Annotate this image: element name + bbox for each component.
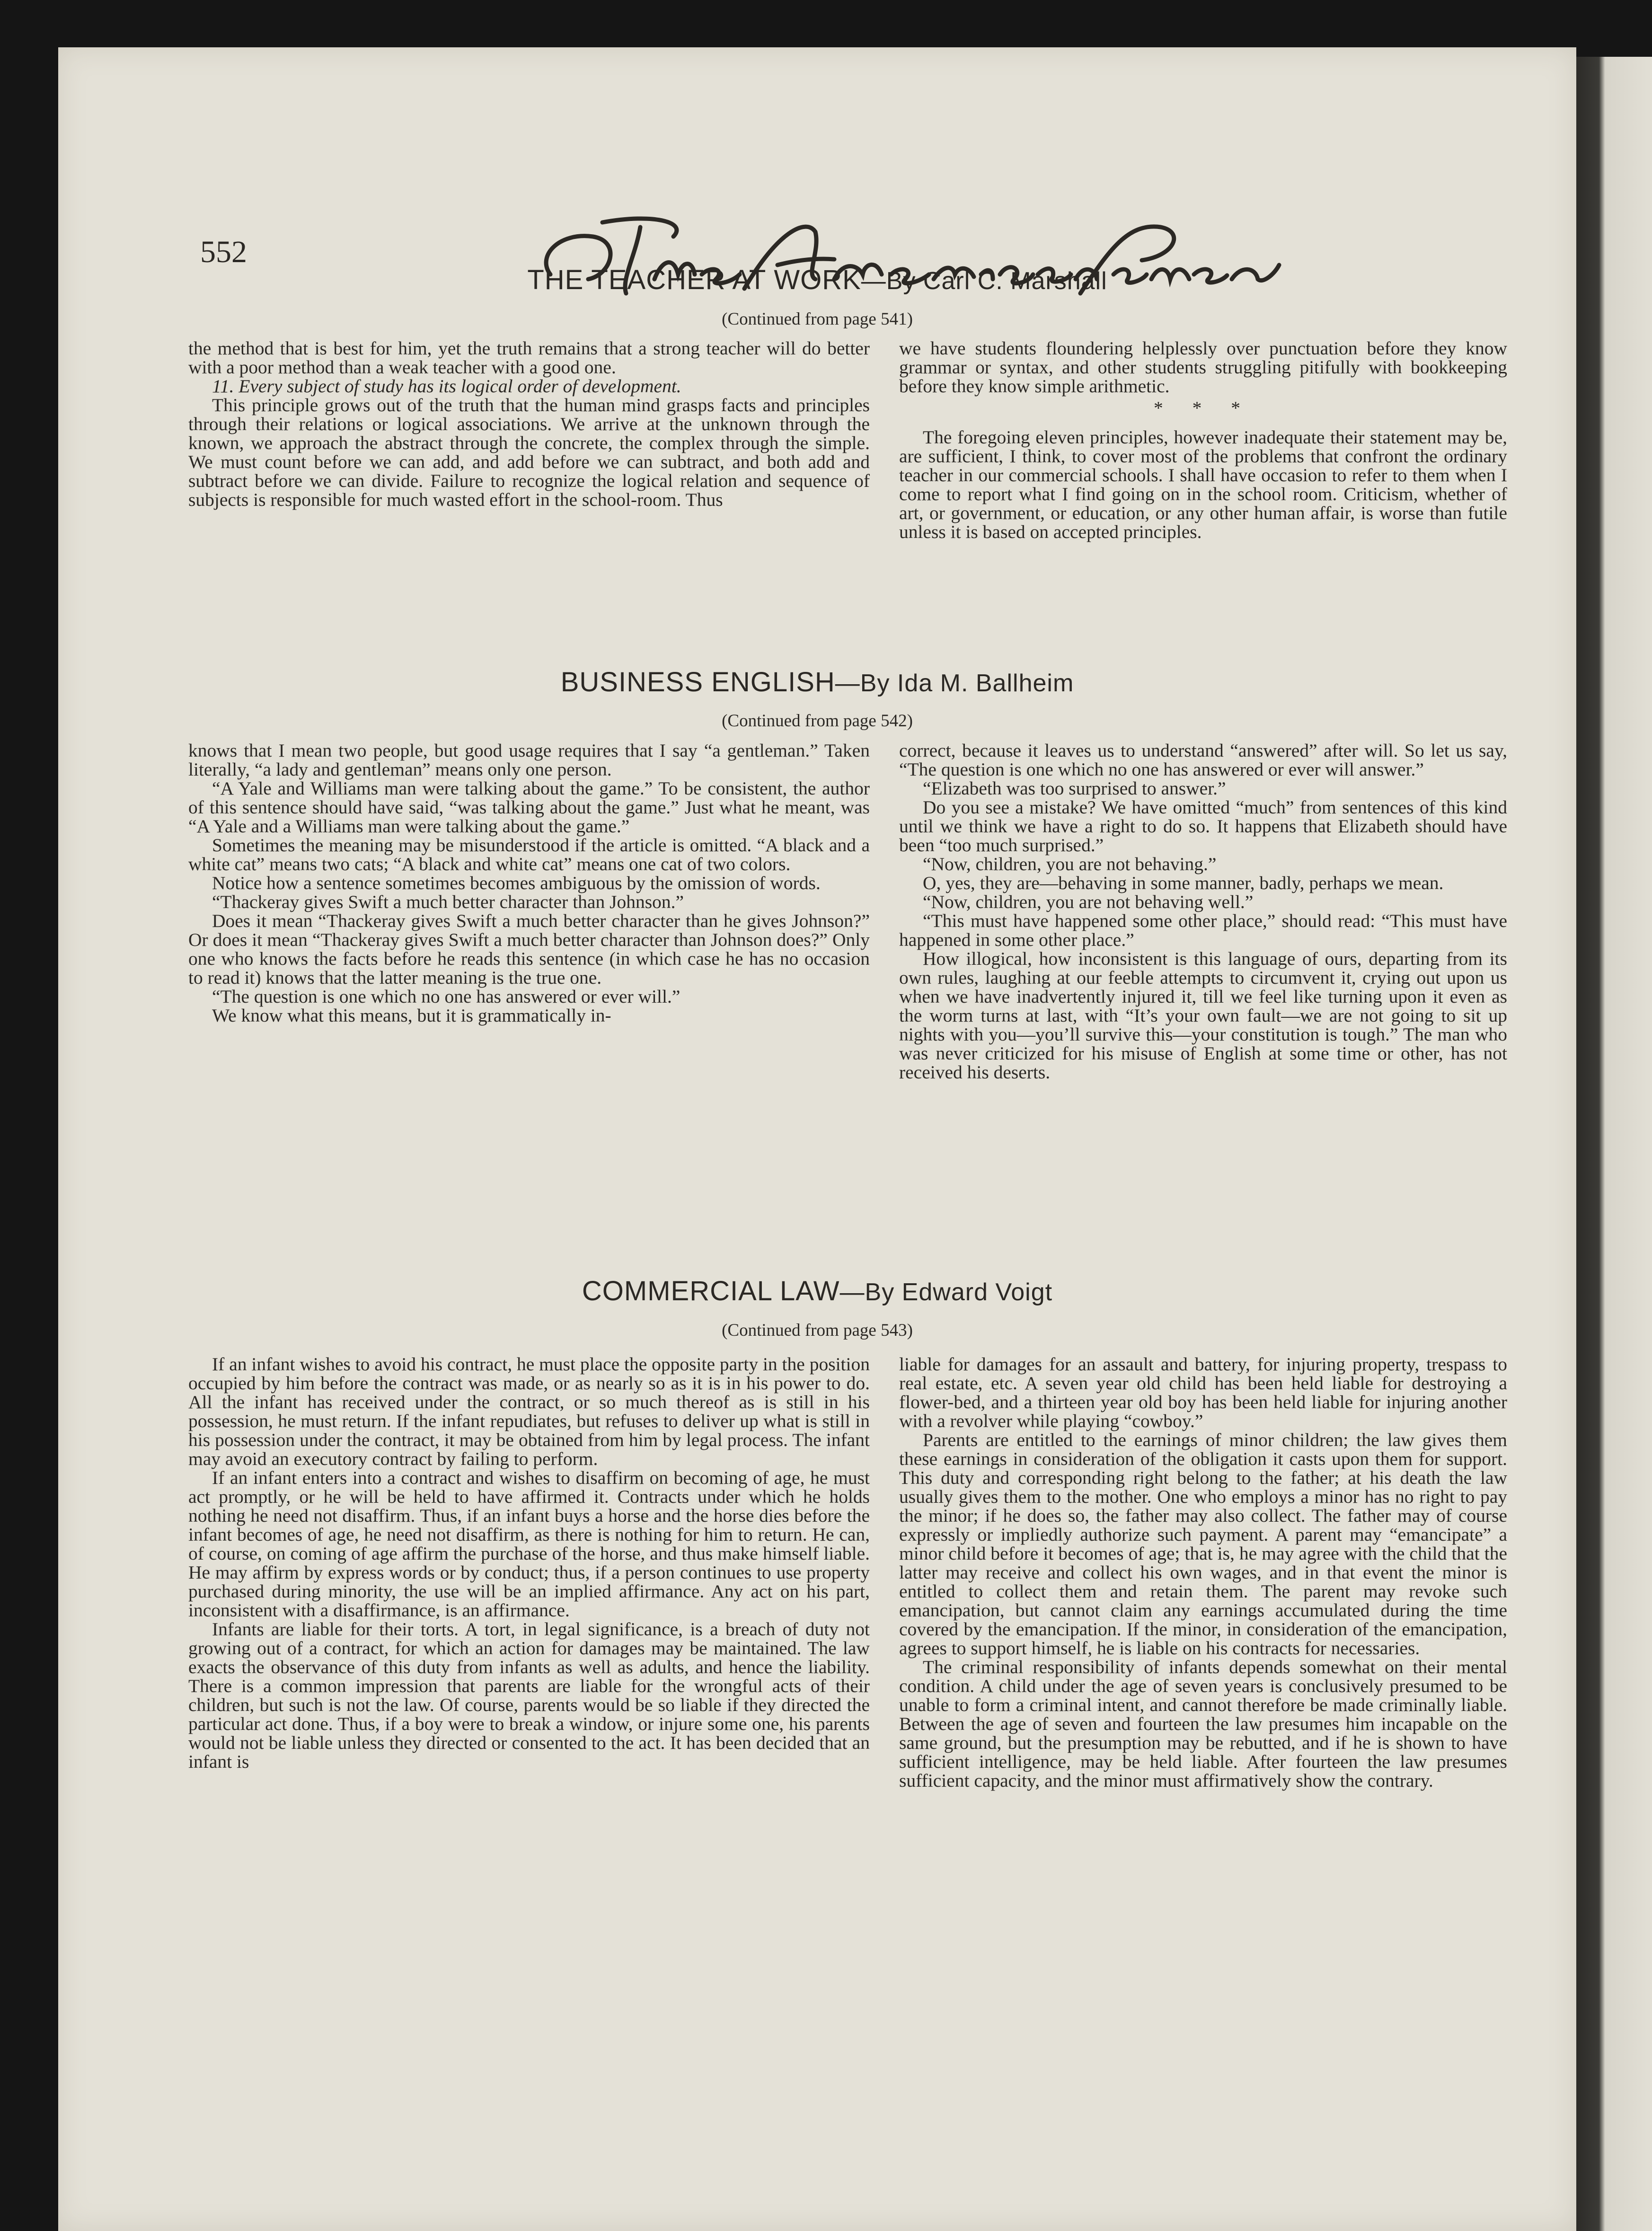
- section-byline: —By Carl C. Marshall: [861, 267, 1107, 295]
- paragraph: Infants are liable for their torts. A tort, in legal significance, is a breach of duty not growing out of a contract, for which an action for damages may be maintained. The law exacts the observance of this duty from infants as well as adults, and hence the liability. There is a common impression that parents are liable for the wrongful acts of their children, but such is not the law. Of course, parents would be so liable if they directed the particular act done. Thus, if a boy were to break a window, or injure some one, his parents would not be liable unless they directed or consented to the act. It has been decided that an infant is: [188, 1619, 870, 1772]
- paragraph: Do you see a mistake? We have omitted “much” from sentences of this kind until we think we have a right to do so. It happens that Elizabeth should have been “too much surprised.”: [899, 797, 1507, 855]
- teacher-right-column: [899, 339, 1507, 541]
- paragraph: The criminal responsibility of infants depends somewhat on their mental condition. A child under the age of seven years is conclusively presumed to be unable to form a criminal intent, and cannot therefore be made criminally liable. Between the age of seven and fourteen the law presumes him incapable on the same ground, but the presumption may be rebutted, and if he is shown to have sufficient intelligence, may be held liable. After fourteen the law presumes sufficient capacity, and the minor must affirmatively show the contrary.: [899, 1657, 1507, 1791]
- paragraph: correct, because it leaves us to understand “answered” after will. So let us say, “The question is one which no one has answered or ever will answer.”: [899, 740, 1507, 780]
- section-heading-business-english: [58, 666, 1576, 698]
- section-heading-teacher: [58, 264, 1576, 296]
- teacher-left-column: [188, 339, 870, 509]
- business-english-right-column: [899, 741, 1507, 1082]
- section-byline: —By Edward Voigt: [839, 1279, 1053, 1306]
- page-number: 552: [200, 235, 247, 269]
- paragraph: “This must have happened some other place,” should read: “This must have happened in some other place.”: [899, 910, 1507, 950]
- paragraph: O, yes, they are—behaving in some manner, badly, perhaps we mean.: [923, 873, 1444, 893]
- paragraph: we have students floundering helplessly over punctuation before they know grammar or syntax, and other students struggling pitifully with bookkeeping before they know simple arithmetic.: [899, 338, 1507, 397]
- section-heading-commercial-law: [58, 1275, 1576, 1307]
- commercial-law-right-column: [899, 1355, 1507, 1790]
- section-title: BUSINESS ENGLISH: [560, 667, 835, 697]
- business-english-left-column: [188, 741, 870, 1025]
- paragraph: Does it mean “Thackeray gives Swift a much better character than he gives Johnson?” Or does it mean “Thackeray gives Swift a much better character than Johnson does?” Only one who knows the facts before he reads this sentence (in which case he has no occasion to read it) knows that the latter meaning is the true one.: [188, 910, 870, 988]
- continued-note: (Continued from page 543): [722, 1321, 913, 1340]
- paragraph: “Thackeray gives Swift a much better character than Johnson.”: [212, 891, 684, 912]
- paragraph: If an infant enters into a contract and wishes to disaffirm on becoming of age, he must act promptly, or he will be held to have affirmed it. Contracts under which he holds nothing he need not disaffirm. Thus, if an infant buys a horse and the horse dies before the infant becomes of age, he need not disaffirm, as there is nothing for him to return. He can, of course, on coming of age affirm the purchase of the horse, and thus make himself liable. He may affirm by express words or by conduct; thus, if a person continues to use property purchased during minority, the use will be an implied affirmance. Any act on his part, inconsistent with a disaffirmance, is an affirmance.: [188, 1467, 870, 1621]
- paragraph: Sometimes the meaning may be misunderstood if the article is omitted. “A black and a white cat” means two cats; “A black and white cat” means one cat of two colors.: [188, 835, 870, 874]
- section-title: THE TEACHER AT WORK: [527, 265, 861, 295]
- paragraph: “Elizabeth was too surprised to answer.”: [923, 778, 1226, 799]
- paragraph: The foregoing eleven principles, however inadequate their statement may be, are sufficient, I think, to cover most of the problems that confront the ordinary teacher in our commercial schools. I shall have occasion to refer to them when I come to report what I find going on in the school room. Criticism, whether of art, or government, or education, or any other human affair, is worse than futile unless it is based on accepted principles.: [899, 427, 1507, 542]
- paragraph: 11. Every subject of study has its logical order of development.: [212, 376, 681, 397]
- commercial-law-left-column: [188, 1355, 870, 1771]
- paragraph: This principle grows out of the truth that the human mind grasps facts and principles through their relations or logical associations. We arrive at the unknown through the known, we approach the abstract through the concrete, the complex through the simple. We must count before we can add, and add before we can subtract, and both add and subtract before we can divide. Failure to recognize the logical relation and sequence of subjects is responsible for much wasted effort in the school-room. Thus: [188, 395, 870, 510]
- section-break-stars: * * *: [1154, 397, 1253, 418]
- paragraph: knows that I mean two people, but good usage requires that I say “a gentleman.” Taken literally, “a lady and gentleman” means only one person.: [188, 740, 870, 780]
- paragraph: “Now, children, you are not behaving well.”: [923, 891, 1254, 912]
- continued-note: (Continued from page 541): [722, 309, 913, 329]
- magazine-page: [58, 47, 1576, 2231]
- paragraph: How illogical, how inconsistent is this language of ours, departing from its own rules, laughing at our feeble attempts to circumvent it, crying out upon us when we have inadvertently injured it, till we feel like turning upon it even as the worm turns at last, with “It’s your own fault—we are not going to sit up nights with you—you’ll survive this—your constitution is tough.” The man who was never criticized for his misuse of English at some time or other, has not received his deserts.: [899, 948, 1507, 1083]
- paragraph: We know what this means, but it is grammatically in-: [212, 1005, 611, 1026]
- paragraph: “Now, children, you are not behaving.”: [923, 854, 1217, 874]
- paragraph: If an infant wishes to avoid his contract, he must place the opposite party in the position occupied by him before the contract was made, or as nearly so as it is in his power to do. All the infant has received under the contract, or so much thereof as is still in his possession, he must return. If the infant repudiates, but refuses to deliver up what is still in his possession under the contract, it may be obtained from him by legal process. The infant may avoid an executory contract by failing to perform.: [188, 1354, 870, 1469]
- section-title: COMMERCIAL LAW: [582, 1276, 840, 1306]
- paragraph: Parents are entitled to the earnings of minor children; the law gives them these earnings in consideration of the obligation it casts upon them for support. This duty and corresponding right belong to the father; at his death the law usually gives them to the mother. One who employs a minor has no right to pay the minor; if he does so, the father may also collect. The father may of course expressly or impliedly authorize such payment. A parent may “emancipate” a minor child before it becomes of age; that is, he may agree with the child that the latter may receive and collect his own wages, and in that event the minor is entitled to collect them and retain them. The parent may revoke such emancipation, but cannot claim any earnings accumulated during the time covered by the emancipation. If the minor, in consideration of the emancipation, agrees to support himself, he is liable on his contracts for necessaries.: [899, 1429, 1507, 1658]
- paragraph: “A Yale and Williams man were talking about the game.” To be consistent, the author of this sentence should have said, “was talking about the game.” Just what he meant, was “A Yale and a Williams man were talking about the game.”: [188, 778, 870, 837]
- section-byline: —By Ida M. Ballheim: [835, 670, 1074, 697]
- paragraph: the method that is best for him, yet the truth remains that a strong teacher will do better with a poor method than a weak teacher with a good one.: [188, 338, 870, 378]
- paragraph: Notice how a sentence sometimes becomes ambiguous by the omission of words.: [212, 873, 821, 893]
- paragraph: liable for damages for an assault and battery, for injuring property, trespass to real estate, etc. A seven year old child has been held liable for destroying a flower-bed, and a thirteen year old boy has been held liable for injuring another with a revolver while playing “cowboy.”: [899, 1354, 1507, 1431]
- adjacent-page-edge: [1576, 57, 1652, 2231]
- paragraph: “The question is one which no one has answered or ever will.”: [212, 986, 680, 1007]
- continued-note: (Continued from page 542): [722, 711, 913, 731]
